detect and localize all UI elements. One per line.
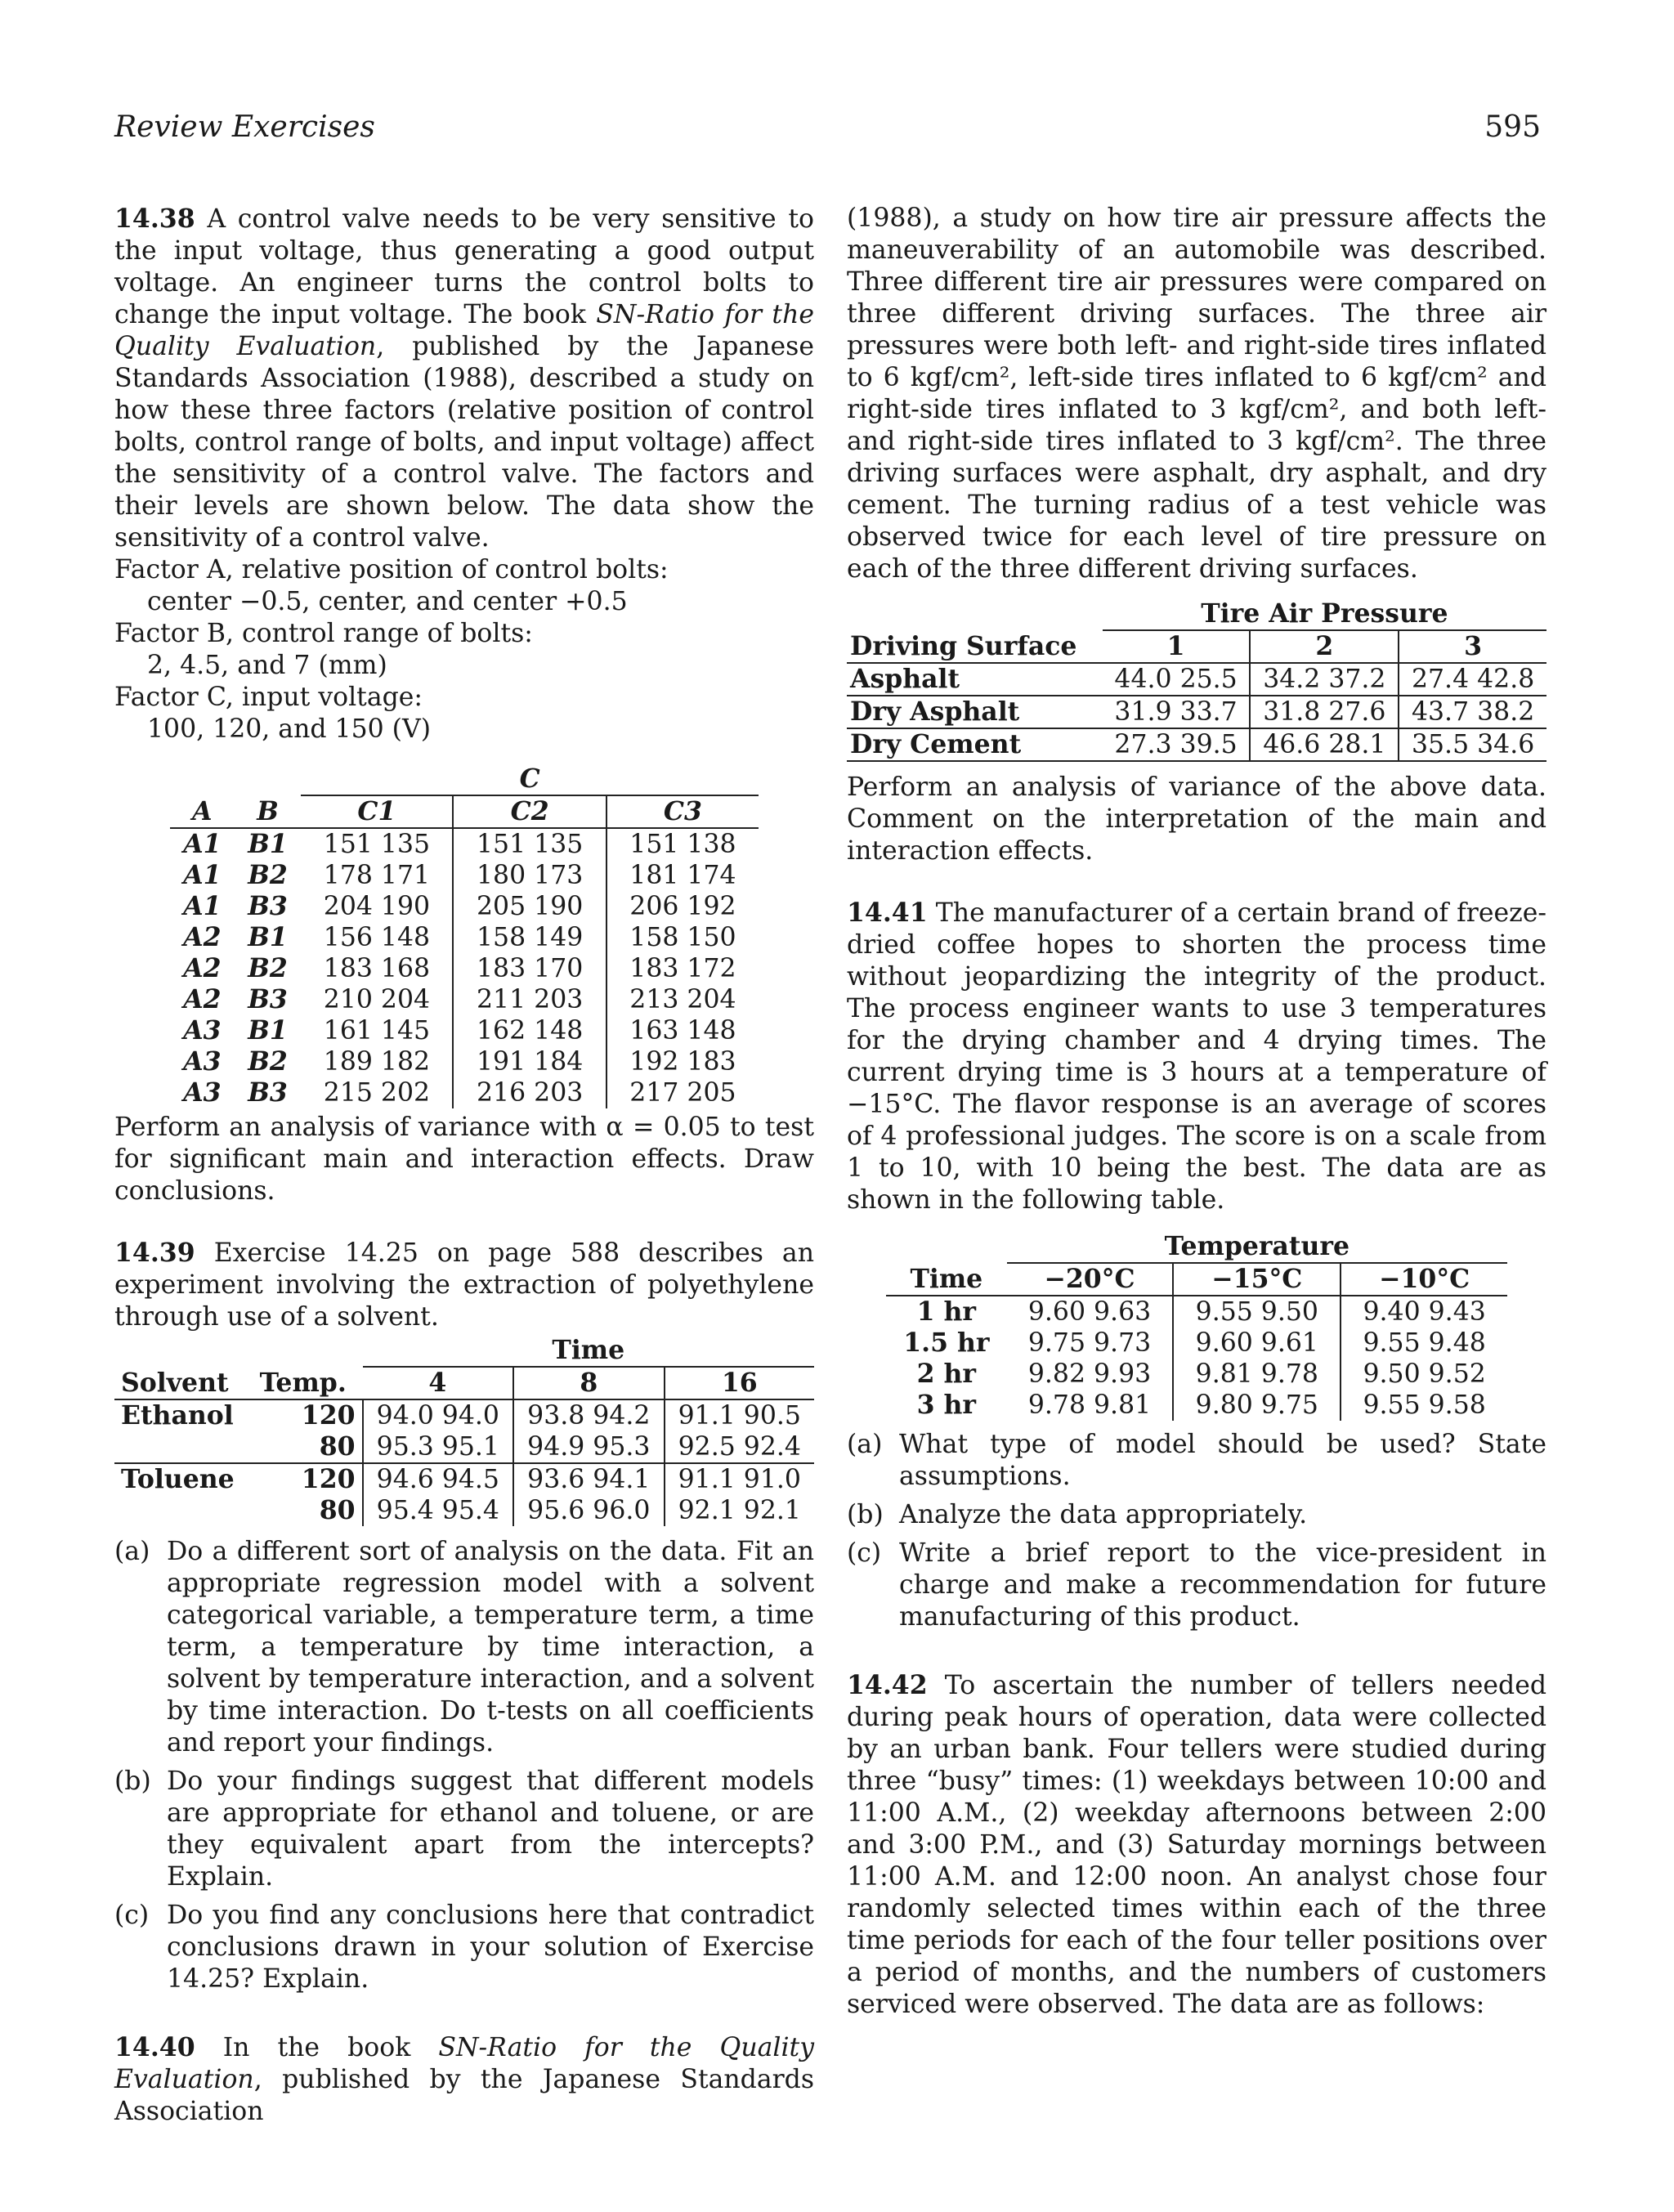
column-header: C2 [453, 795, 606, 828]
table-cell: 9.55 9.48 [1341, 1328, 1507, 1359]
table-cell: 27.3 39.5 [1103, 728, 1251, 761]
table-row [886, 1296, 1507, 1328]
table-cell: 213 204 [606, 984, 759, 1015]
part-c [114, 1900, 814, 1995]
table-cell: 9.50 9.52 [1341, 1359, 1507, 1390]
table-row [170, 860, 759, 891]
factor-b-levels: 2, 4.5, and 7 (mm) [147, 651, 387, 680]
exercise-14-40-instructions: Perform an analysis of variance of the above data. Comment on the interpretation of the main and interaction effects. [847, 772, 1546, 866]
exercise-text: The manufacturer of a certain brand of freeze-dried coffee hopes to shorten the process time without jeopardizing the integrity of the product. The process engineer wants to use 3 temperatures for the drying chamber and 4 drying times. The current drying time is 3 hours at a temperature of −15°C. The flavor response is an average of scores of 4 professional judges. The score is on a scale from 1 to 10, with 10 being the best. The data are as shown in the following table. [847, 898, 1547, 1215]
factor-b-level: B2 [248, 1046, 288, 1077]
exercise-14-40-continued: (1988), a study on how tire air pressure affects the maneuverability of an automobile was described. Three different tire air pressures were compared on three different driving surfaces. The three air pressures were both left- and right-side tires inflated to 6 kgf/cm², left-side tires inflated to 6 kgf/cm² and right-side tires inflated to 3 kgf/cm², and both left- and right-side tires inflated to 3 kgf/cm². The three driving surfaces were asphalt, dry asphalt, and dry cement. The turning radius of a test vehicle was observed twice for each level of tire pressure on each of the three different driving surfaces. [847, 204, 1546, 584]
part-text: Do your findings suggest that different models are appropriate for ethanol and toluene, or are they equivalent apart from the intercepts? Explain. [167, 1766, 814, 1892]
table-row [170, 953, 759, 984]
part-text: Do you find any conclusions here that contradict conclusions drawn in your solution of Exercise 14.25? Explain. [167, 1901, 814, 1994]
column-header: Temp. [253, 1367, 363, 1399]
factor-a-level: A1 [183, 829, 222, 859]
table-cell: 95.3 95.1 [363, 1431, 514, 1463]
part-b [847, 1499, 1546, 1531]
table-cell: 31.9 33.7 [1103, 696, 1251, 728]
exercise-text: A control valve needs to be very sensitive to the input voltage, thus generating a good output voltage. An engineer turns the control bolts to change the input voltage. The book [114, 204, 814, 329]
part-label: (c) [114, 1901, 150, 1930]
coffee-flavor-table [886, 1231, 1507, 1421]
table-cell: 162 148 [453, 1015, 606, 1046]
factor-b-level: B1 [248, 922, 288, 952]
book-title: SN-Ratio for the Quality Evaluation [114, 300, 815, 361]
part-text: Do a different sort of analysis on the data. Fit an appropriate regression model with a solvent categorical variable, a temperature term, a time term, a temperature by time interaction, a solvent by temperature interaction, and a solvent by time interaction. Do t-tests on all coefficients and report your findings. [167, 1537, 814, 1758]
part-label: (b) [847, 1500, 884, 1529]
table-group-header: Time [552, 1335, 625, 1365]
table-cell: 9.60 9.61 [1173, 1328, 1341, 1359]
table-row [170, 1046, 759, 1077]
table-cell: 94.0 94.0 [363, 1399, 514, 1431]
column-header: −20°C [1007, 1263, 1174, 1296]
factor-a-level: A3 [183, 1015, 222, 1046]
table-row [847, 696, 1546, 728]
table-row [114, 1431, 814, 1463]
table-cell: 9.55 9.58 [1341, 1390, 1507, 1421]
left-column [114, 203, 814, 2128]
column-header: A [170, 795, 235, 828]
exercise-text: Exercise 14.25 on page 588 describes an experiment involving the extraction of polyethylene through use of a solvent. [114, 1238, 814, 1332]
table-row [170, 828, 759, 860]
table-cell: 191 184 [453, 1046, 606, 1077]
table-cell: 210 204 [323, 985, 431, 1014]
exercise-14-38 [114, 203, 814, 554]
table-cell: 156 148 [323, 923, 431, 952]
table-cell: 151 135 [323, 830, 431, 859]
table-group-header: Temperature [1164, 1231, 1350, 1261]
factor-b-level: B3 [248, 891, 288, 921]
table-cell: 215 202 [323, 1078, 431, 1108]
part-text: What type of model should be used? State assumptions. [899, 1430, 1546, 1491]
column-header: 16 [665, 1367, 814, 1399]
table-row [886, 1359, 1507, 1390]
exercise-text: In the book [222, 2033, 439, 2062]
table-cell: 94.9 95.3 [513, 1431, 665, 1463]
part-label: (c) [847, 1538, 882, 1568]
temperature-label: 120 [301, 1400, 356, 1431]
factor-b-level: B2 [248, 860, 288, 890]
table-group-header: C [519, 763, 540, 794]
exercise-text: , published by the Japanese Standards Association [114, 2065, 814, 2126]
table-cell: 9.40 9.43 [1341, 1296, 1507, 1328]
factor-c-label: Factor C, input voltage: [114, 683, 423, 712]
table-cell: 43.7 38.2 [1399, 696, 1546, 728]
column-header: B [235, 795, 302, 828]
table-cell: 34.2 37.2 [1250, 663, 1399, 696]
exercise-number: 14.42 [847, 1670, 928, 1700]
surface-label: Dry Cement [847, 728, 1103, 761]
part-text: Analyze the data appropriately. [899, 1500, 1308, 1529]
table-cell: 46.6 28.1 [1250, 728, 1399, 761]
factor-a-levels: center −0.5, center, and center +0.5 [147, 587, 628, 616]
solvent-label [114, 1431, 253, 1463]
table-group-header: Tire Air Pressure [1201, 598, 1448, 629]
table-cell: 31.8 27.6 [1250, 696, 1399, 728]
column-header: 1 [1103, 630, 1251, 663]
part-label: (b) [114, 1766, 151, 1796]
tire-pressure-table [847, 598, 1546, 762]
column-header: 4 [363, 1367, 514, 1399]
column-header: C1 [301, 795, 453, 828]
factor-b-level: B1 [248, 1015, 288, 1046]
exercise-14-41 [847, 897, 1546, 1216]
column-header: 2 [1250, 630, 1399, 663]
part-b [114, 1766, 814, 1893]
table-cell: 94.6 94.5 [363, 1463, 514, 1495]
column-header: C3 [606, 795, 759, 828]
factor-b-level: B3 [248, 1077, 288, 1108]
table-cell: 183 170 [453, 953, 606, 984]
table-cell: 9.80 9.75 [1173, 1390, 1341, 1421]
factor-b-level: B1 [248, 829, 288, 859]
table-cell: 158 149 [453, 922, 606, 953]
exercise-number: 14.40 [114, 2032, 195, 2062]
table-cell: 44.0 25.5 [1103, 663, 1251, 696]
temperature-label: 80 [319, 1431, 356, 1462]
table-cell: 92.5 92.4 [665, 1431, 814, 1463]
table-row [170, 1077, 759, 1108]
table-cell: 189 182 [323, 1047, 431, 1077]
book-title: SN-Ratio for the Quality Evaluation [114, 2033, 815, 2094]
table-cell: 181 174 [606, 860, 759, 891]
time-label: 1 hr [916, 1296, 977, 1327]
table-cell: 192 183 [606, 1046, 759, 1077]
table-row [847, 728, 1546, 761]
surface-label: Asphalt [847, 663, 1103, 696]
table-cell: 211 203 [453, 984, 606, 1015]
part-c [847, 1538, 1546, 1633]
exercise-14-42 [847, 1669, 1546, 2021]
column-header: −15°C [1173, 1263, 1341, 1296]
table-cell: 205 190 [453, 891, 606, 922]
solvent-label [114, 1495, 253, 1526]
table-row [886, 1390, 1507, 1421]
table-cell: 216 203 [453, 1077, 606, 1108]
surface-label: Dry Asphalt [847, 696, 1103, 728]
exercise-14-40 [114, 2031, 814, 2128]
right-column [847, 203, 1546, 2021]
factor-c-levels: 100, 120, and 150 (V) [147, 714, 432, 744]
table-cell: 91.1 90.5 [665, 1399, 814, 1431]
part-label: (a) [114, 1537, 150, 1566]
table-cell: 9.75 9.73 [1027, 1328, 1152, 1358]
temperature-label: 80 [319, 1495, 356, 1525]
table-cell: 93.6 94.1 [513, 1463, 665, 1495]
column-header: 3 [1399, 630, 1546, 663]
solvent-label: Ethanol [121, 1400, 234, 1431]
column-header: −10°C [1341, 1263, 1507, 1296]
table-cell: 183 172 [606, 953, 759, 984]
exercise-text: , published by the Japanese Standards Association (1988), described a study on how these three factors (relative position of control bolts, control range of bolts, and input voltage) affect the sensitivity of a control valve. The factors and their levels are shown below. The data show the sensitivity of a control valve. [114, 332, 814, 553]
exercise-number: 14.38 [114, 204, 195, 234]
table-row [886, 1328, 1507, 1359]
exercise-text: To ascertain the number of tellers needed during peak hours of operation, data were collected by an urban bank. Four tellers were studied during three “busy” times: (1) weekdays between 10:00 and 11:00 A.M., (2) weekday afternoons between 2:00 and 3:00 P.M., and (3) Saturday mornings between 11:00 A.M. and 12:00 noon. An analyst chose four randomly selected times within each of the three time periods for each of the four teller positions over a period of months, and the numbers of customers serviced were observed. The data are as follows: [847, 1671, 1546, 2019]
table-cell: 91.1 91.0 [665, 1463, 814, 1495]
factor-a-level: A1 [183, 891, 222, 921]
table-cell: 151 135 [453, 828, 606, 860]
table-cell: 92.1 92.1 [665, 1495, 814, 1526]
column-header: Time [886, 1263, 1007, 1296]
exercise-14-39 [114, 1237, 814, 1333]
column-header: 8 [513, 1367, 665, 1399]
table-cell: 180 173 [453, 860, 606, 891]
part-text: Write a brief report to the vice-president in charge and make a recommendation for future manufacturing of this product. [899, 1538, 1546, 1632]
time-label: 2 hr [916, 1359, 977, 1389]
polyethylene-table [114, 1335, 814, 1526]
table-cell: 163 148 [606, 1015, 759, 1046]
factor-a-level: A3 [183, 1077, 222, 1108]
table-row [170, 984, 759, 1015]
factor-b-level: B3 [248, 984, 288, 1014]
solvent-label: Toluene [114, 1463, 253, 1495]
table-cell: 158 150 [606, 922, 759, 953]
table-row [114, 1463, 814, 1495]
control-valve-table [170, 763, 759, 1108]
table-cell: 9.60 9.63 [1027, 1297, 1152, 1327]
table-cell: 161 145 [323, 1016, 431, 1046]
exercise-number: 14.41 [847, 898, 928, 928]
table-cell: 206 192 [606, 891, 759, 922]
factor-b-label: Factor B, control range of bolts: [114, 619, 533, 648]
table-row [170, 1015, 759, 1046]
table-cell: 217 205 [606, 1077, 759, 1108]
factor-a-level: A2 [183, 953, 222, 983]
table-cell: 178 171 [323, 861, 431, 890]
part-a [114, 1536, 814, 1759]
temperature-label: 120 [253, 1463, 363, 1495]
time-label: 1.5 hr [903, 1328, 990, 1358]
factor-b-level: B2 [248, 953, 288, 983]
factor-a-level: A2 [183, 922, 222, 952]
table-row [847, 663, 1546, 696]
table-row [114, 1399, 814, 1431]
running-header-section: Review Exercises [114, 110, 375, 144]
table-cell: 27.4 42.8 [1399, 663, 1546, 696]
part-a [847, 1429, 1546, 1493]
table-cell: 183 168 [323, 954, 431, 983]
table-cell: 9.78 9.81 [1027, 1390, 1152, 1420]
table-cell: 9.82 9.93 [1027, 1359, 1152, 1389]
part-label: (a) [847, 1430, 883, 1459]
time-label: 3 hr [916, 1390, 977, 1420]
table-cell: 95.6 96.0 [513, 1495, 665, 1526]
table-cell: 151 138 [606, 828, 759, 860]
table-cell: 9.81 9.78 [1173, 1359, 1341, 1390]
table-cell: 93.8 94.2 [513, 1399, 665, 1431]
table-cell: 35.5 34.6 [1399, 728, 1546, 761]
table-cell: 95.4 95.4 [363, 1495, 514, 1526]
factor-a-level: A1 [183, 860, 222, 890]
exercise-number: 14.39 [114, 1238, 195, 1268]
table-row [170, 922, 759, 953]
factor-a-level: A2 [183, 984, 222, 1014]
column-header: Solvent [114, 1367, 253, 1399]
table-cell: 204 190 [323, 892, 431, 921]
exercise-14-38-instructions: Perform an analysis of variance with α = 0.05 to test for significant main and interaction effects. Draw conclusions. [114, 1113, 814, 1206]
page-number: 595 [1484, 110, 1541, 144]
table-row [170, 891, 759, 922]
factor-a-label: Factor A, relative position of control bolts: [114, 555, 669, 584]
column-header: Driving Surface [847, 630, 1103, 663]
factor-a-level: A3 [183, 1046, 222, 1077]
table-row [114, 1495, 814, 1526]
table-cell: 9.55 9.50 [1173, 1296, 1341, 1328]
